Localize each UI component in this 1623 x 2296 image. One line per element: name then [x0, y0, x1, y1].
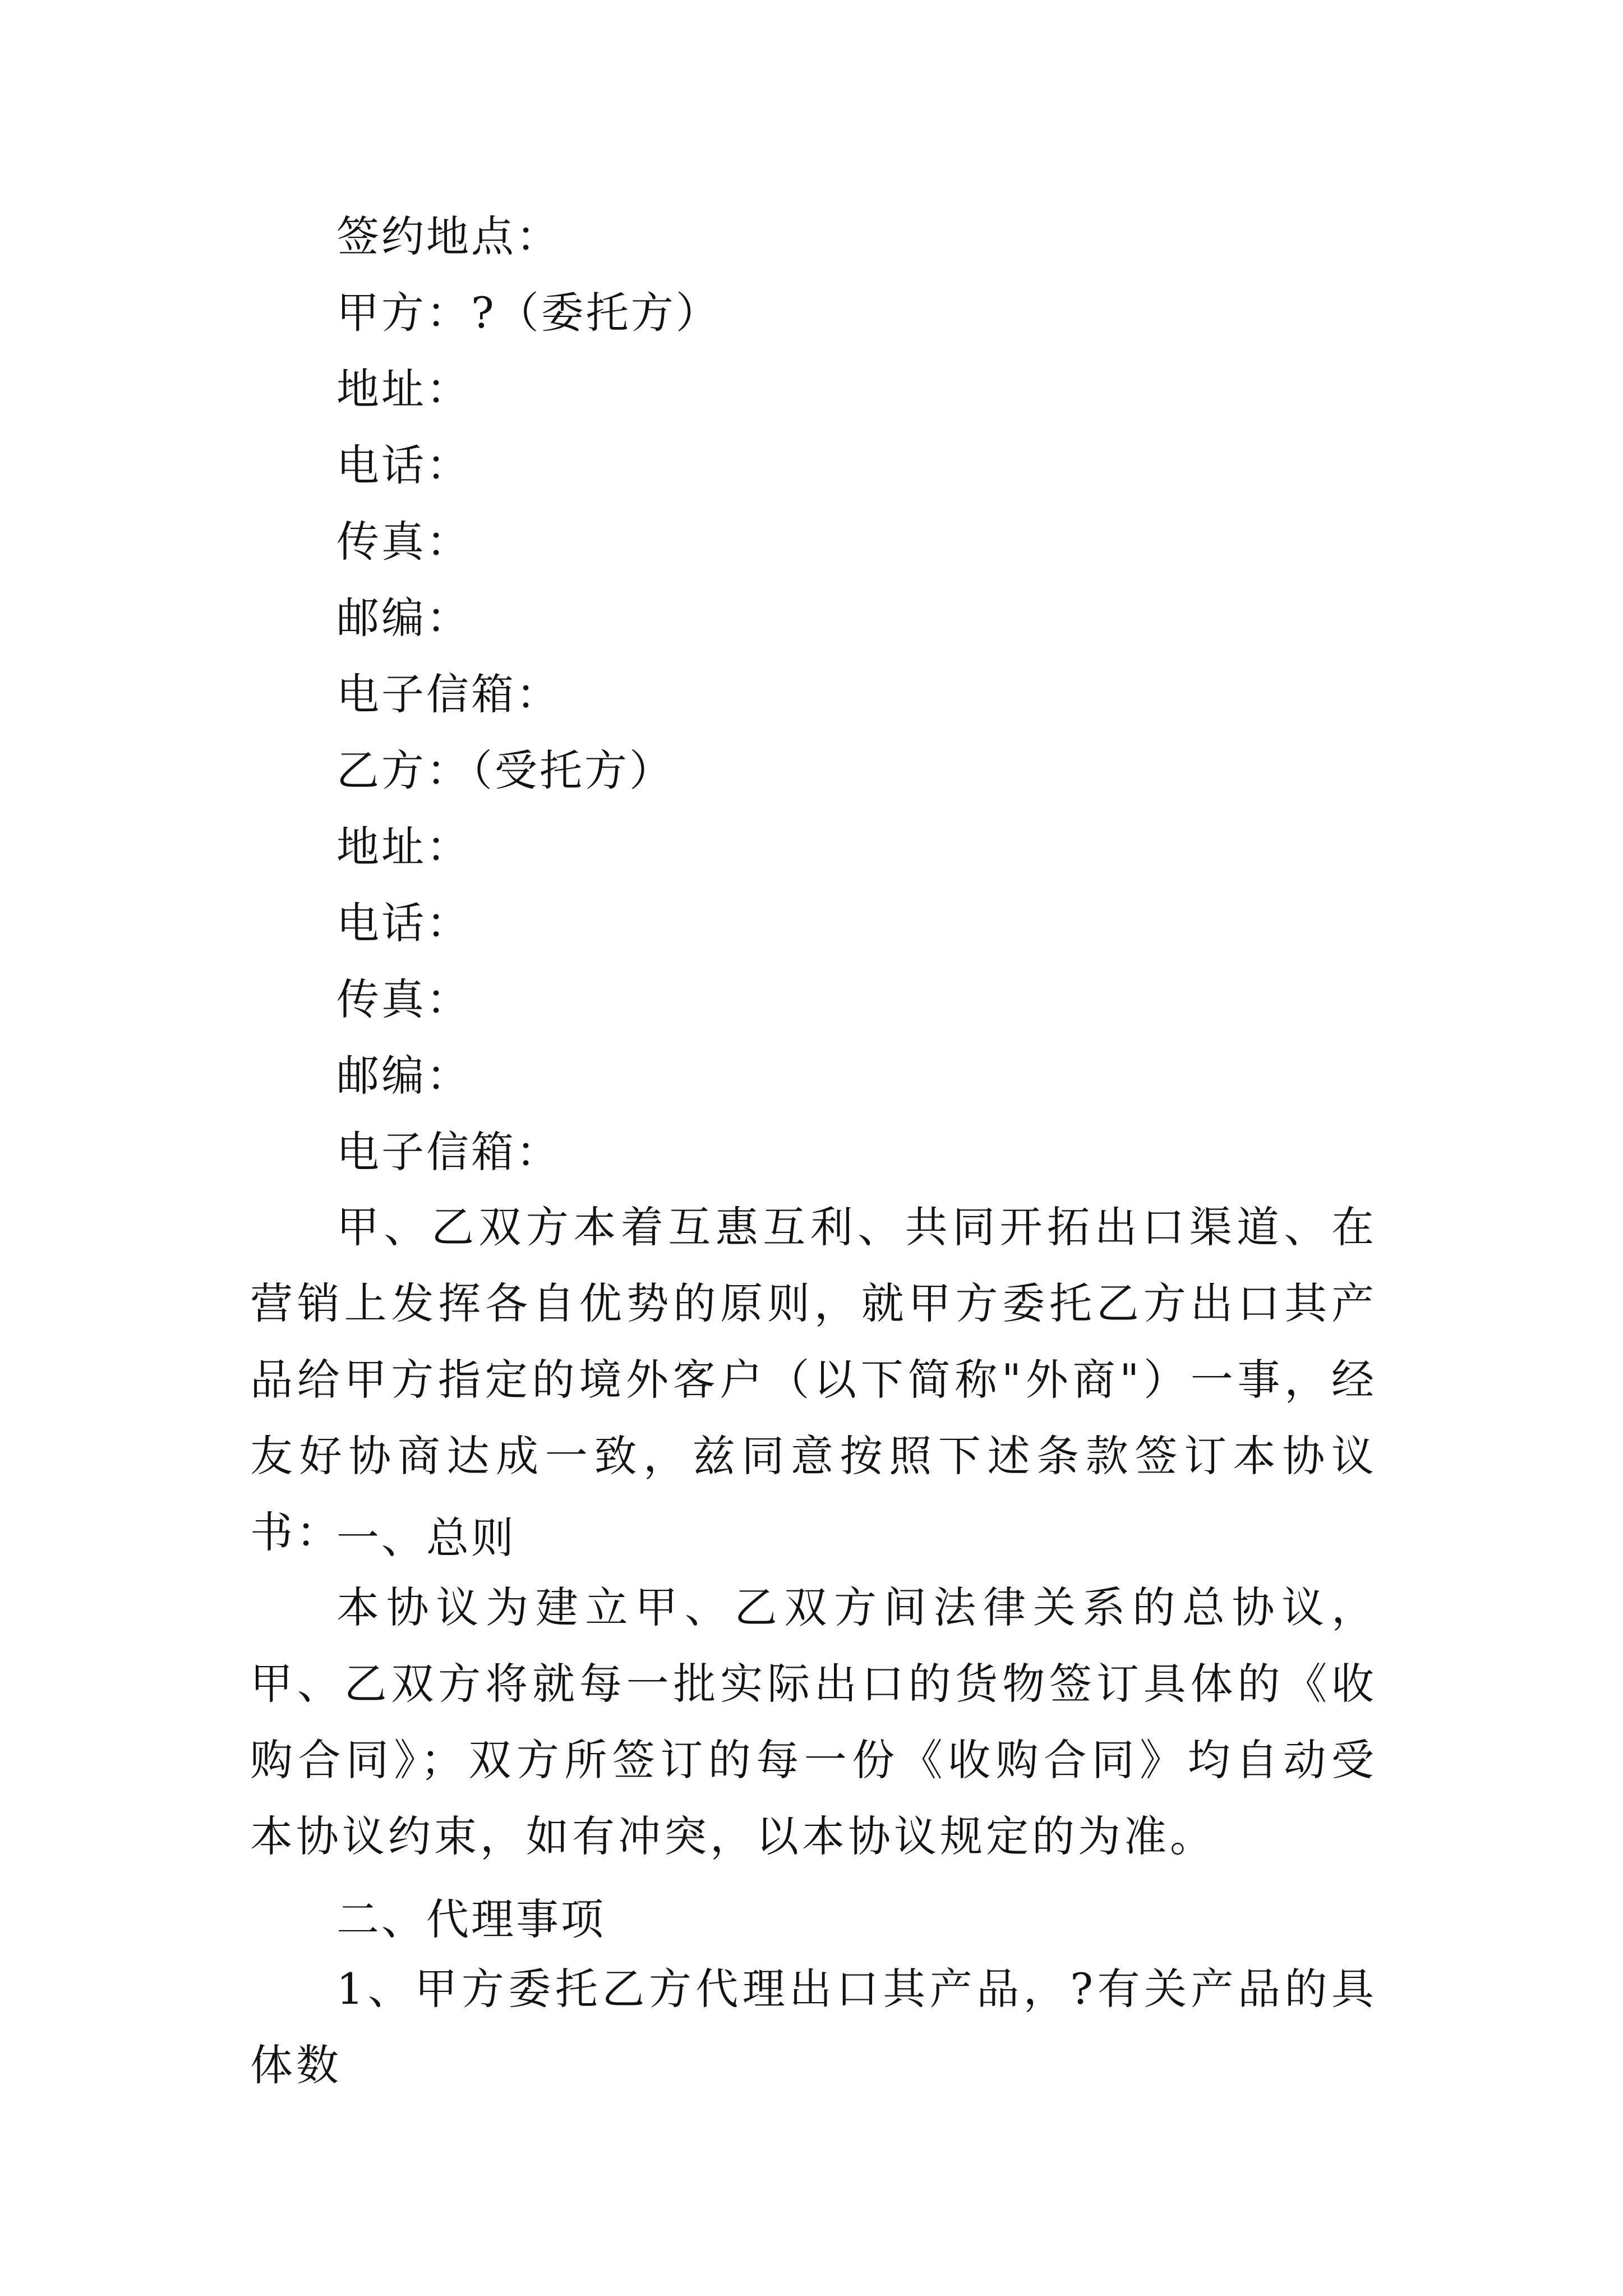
preamble-paragraph: 甲、乙双方本着互惠互利、共同开拓出口渠道、在营销上发挥各自优势的原则，就甲方委托乙方出口其产品给甲方指定的境外客户（以下简称"外商"）一事，经友好协商达成一致，兹同意按照下述条款签订本协议书： — [250, 1202, 1377, 1557]
party-b-address-label: 地址： — [336, 822, 471, 872]
party-a-title: 甲方：?（委托方） — [336, 288, 721, 338]
section-1-body: 本协议为建立甲、乙双方间法律关系的总协议，甲、乙双方将就每一批实际出口的货物签订具体的《收购合同》；双方所签订的每一份《收购合同》均自动受本协议约束，如有冲突，以本协议规定的为准。 — [250, 1582, 1377, 1861]
section-1-heading: 一、总则 — [336, 1513, 516, 1563]
party-b-title: 乙方：（受托方） — [336, 746, 674, 795]
party-a-address-label: 地址： — [336, 364, 471, 414]
party-b-email-label: 电子信箱： — [336, 1127, 561, 1177]
section-2-heading: 二、代理事项 — [336, 1894, 606, 1944]
party-a-email-label: 电子信箱： — [336, 669, 561, 719]
party-a-postcode-label: 邮编： — [336, 593, 471, 643]
party-b-fax-label: 传真： — [336, 974, 471, 1024]
party-b-postcode-label: 邮编： — [336, 1051, 471, 1101]
party-b-phone-label: 电话： — [336, 898, 471, 948]
signing-place-label: 签约地点： — [336, 211, 561, 261]
section-2-item-1: 1、甲方委托乙方代理出口其产品，?有关产品的具体数 — [250, 1964, 1377, 2090]
party-a-phone-label: 电话： — [336, 440, 471, 490]
party-a-fax-label: 传真： — [336, 517, 471, 567]
